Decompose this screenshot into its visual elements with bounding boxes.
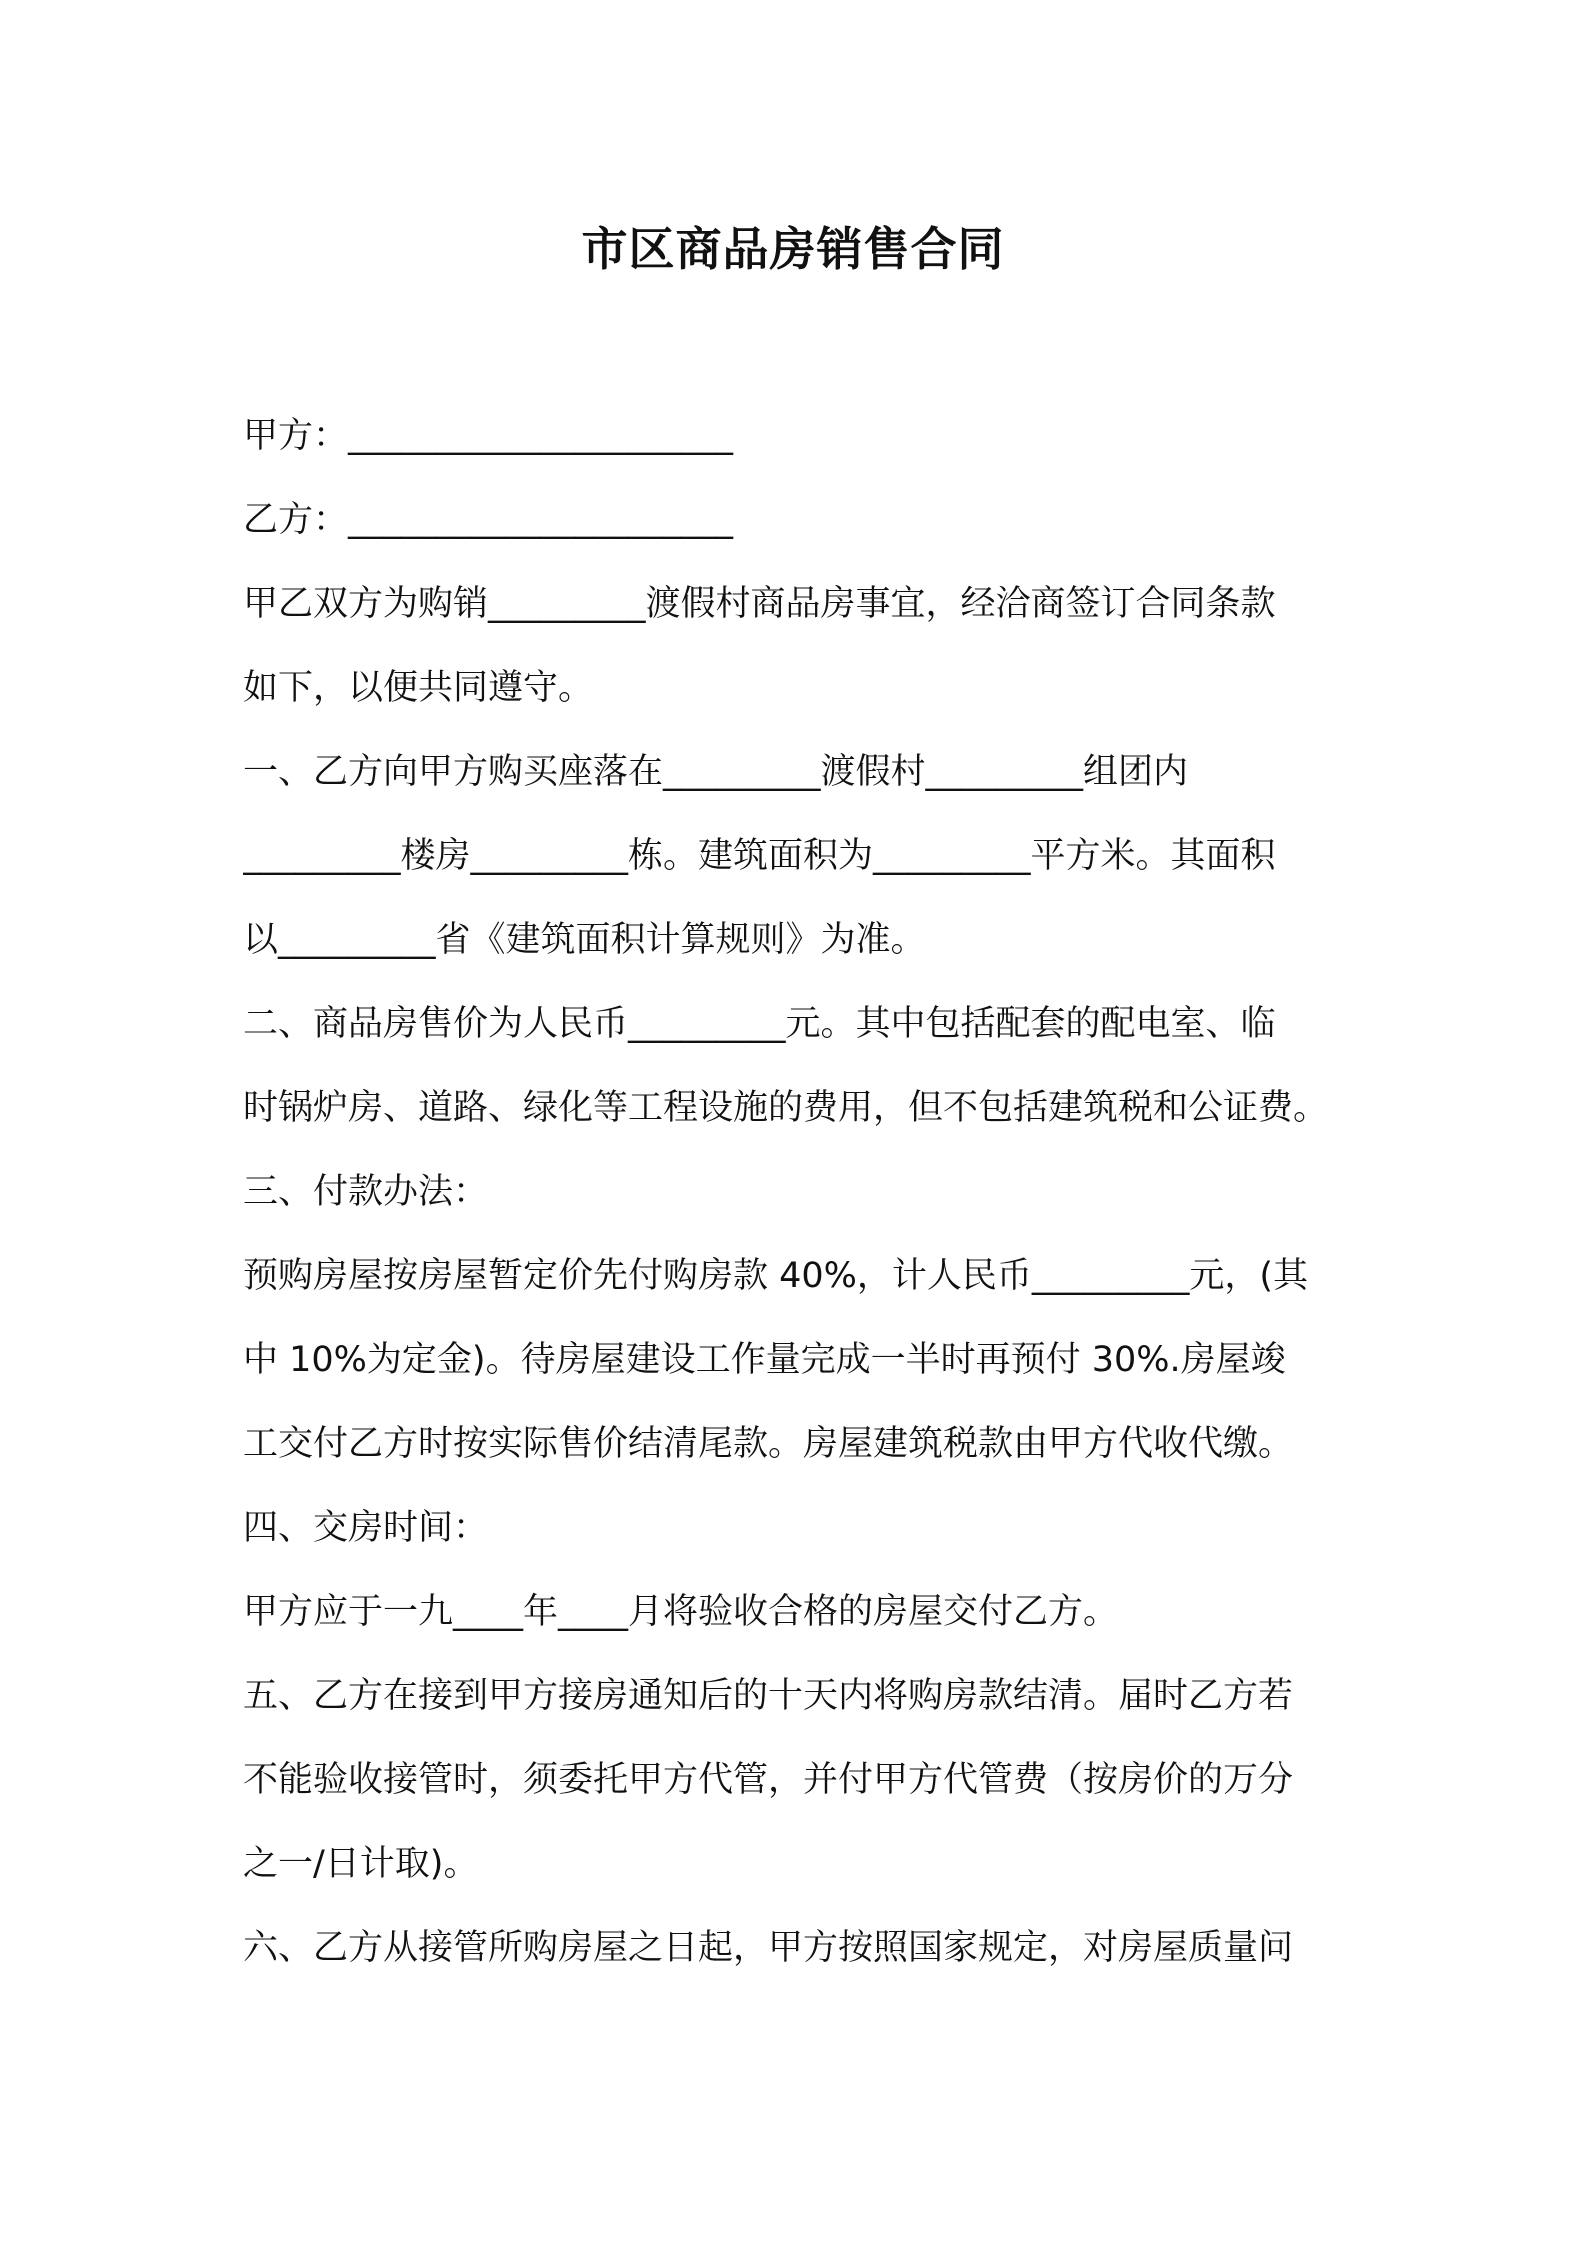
party-b-label: 乙方： [243,500,349,540]
clause-3-line-1: 预购房屋按房屋暂定价先付购房款 40%，计人民币_________元，(其 [243,1256,1309,1296]
clause-2-line-2: 时锅炉房、道路、绿化等工程设施的费用，但不包括建筑税和公证费。 [243,1088,1329,1128]
clause-5-line-1: 五、乙方在接到甲方接房通知后的十天内将购房款结清。届时乙方若 [243,1676,1294,1716]
clause-6-line-1: 六、乙方从接管所购房屋之日起，甲方按照国家规定，对房屋质量问 [243,1928,1294,1968]
clause-3-heading: 三、付款办法： [243,1172,489,1212]
party-a-blank: ______________________ [348,416,734,456]
clause-1-line-3: 以_________省《建筑面积计算规则》为准。 [243,920,926,960]
clause-3-line-2: 中 10%为定金)。待房屋建设工作量完成一半时再预付 30%.房屋竣 [243,1340,1286,1380]
document-title: 市区商品房销售合同 [581,222,1005,276]
clause-1-line-1: 一、乙方向甲方购买座落在_________渡假村_________组团内 [243,752,1189,792]
preamble-line-2: 如下，以便共同遵守。 [243,668,594,708]
party-a-label: 甲方： [243,416,349,456]
clause-2-line-1: 二、商品房售价为人民币_________元。其中包括配套的配电室、临 [243,1004,1276,1044]
clause-4-line-1: 甲方应于一九____年____月将验收合格的房屋交付乙方。 [243,1592,1119,1632]
clause-3-line-3: 工交付乙方时按实际售价结清尾款。房屋建筑税款由甲方代收代缴。 [243,1424,1294,1464]
clause-1-line-2: _________楼房_________栋。建筑面积为_________平方米。其面积 [243,836,1276,876]
preamble-line-1: 甲乙双方为购销_________渡假村商品房事宜，经洽商签订合同条款 [243,584,1276,624]
clause-5-line-2: 不能验收接管时，须委托甲方代管，并付甲方代管费（按房价的万分 [243,1760,1294,1800]
party-a-line [243,406,1353,466]
clause-4-heading: 四、交房时间： [243,1508,489,1548]
party-b-line [243,490,1353,550]
party-b-blank: ______________________ [348,500,734,540]
clause-5-line-3: 之一/日计取)。 [243,1844,479,1884]
